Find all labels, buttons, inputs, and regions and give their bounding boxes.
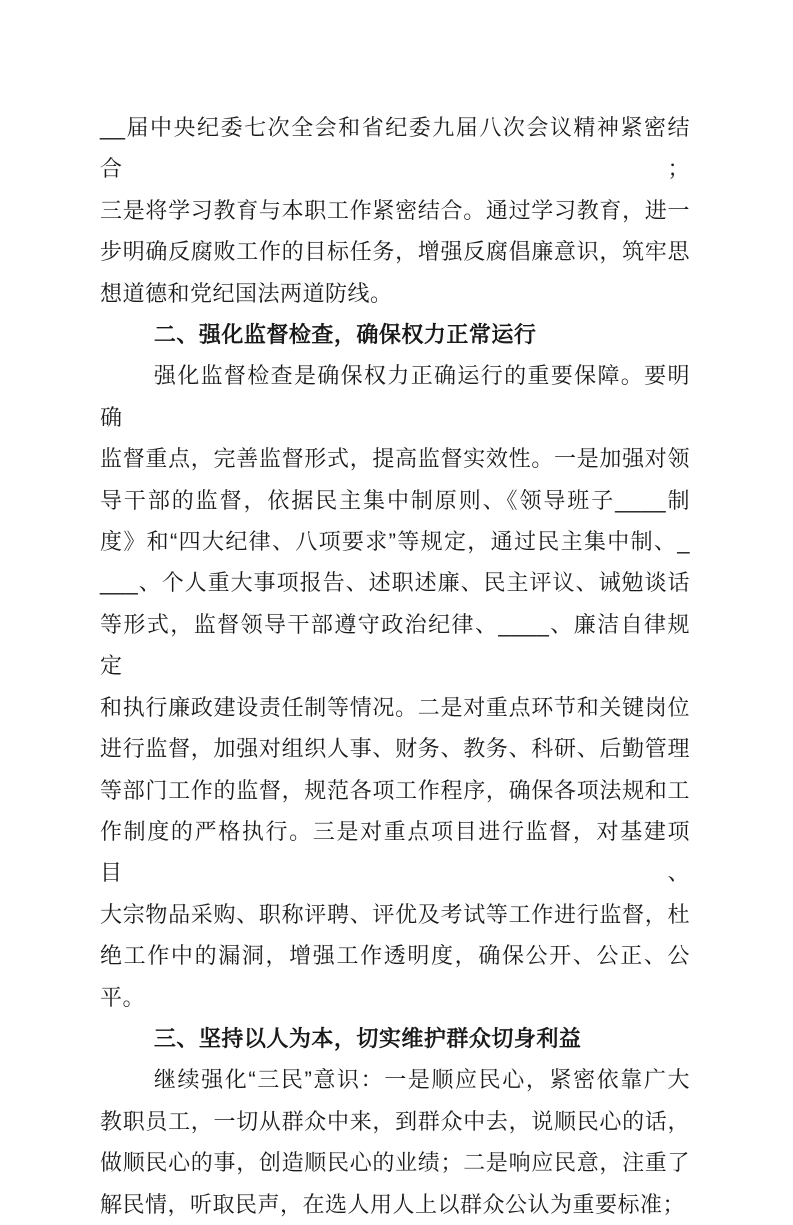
document-line: 等形式，监督领导干部遵守政治纪律、____、廉洁自律规定	[100, 611, 690, 679]
document-line: 等部门工作的监督，规范各项工作程序，确保各项法规和工	[100, 777, 690, 803]
document-line: 作制度的严格执行。三是对重点项目进行监督，对基建项目、	[100, 818, 690, 886]
document-line: 进行监督，加强对组织人事、财务、教务、科研、后勤管理	[100, 736, 690, 762]
document-line: 绝工作中的漏洞，增强工作透明度，确保公开、公正、公平。	[100, 943, 690, 1010]
document-line: 教职员工，一切从群众中来，到群众中去，说顺民心的话，	[100, 1108, 690, 1134]
document-line: 大宗物品采购、职称评聘、评优及考试等工作进行监督，杜	[100, 901, 690, 927]
document-line: 做顺民心的事，创造顺民心的业绩；二是响应民意，注重了	[100, 1150, 690, 1176]
document-body	[100, 107, 690, 1225]
document-line: 步明确反腐败工作的目标任务，增强反腐倡廉意识，筑牢思	[100, 239, 690, 265]
document-line: ___、个人重大事项报告、述职述廉、民主评议、诫勉谈话	[100, 570, 690, 596]
document-line: 二、强化监督检查，确保权力正常运行	[153, 322, 537, 348]
document-line: 监督重点，完善监督形式，提高监督实效性。一是加强对领	[100, 446, 690, 472]
document-line: 导干部的监督，依据民主集中制原则、《领导班子____制	[100, 487, 690, 513]
paragraph-continuation	[100, 107, 690, 314]
document-line: 继续强化“三民”意识：一是顺应民心，紧密依靠广大	[153, 1067, 690, 1093]
paragraph-section-3	[100, 1059, 690, 1225]
paragraph-section-2	[100, 355, 690, 1018]
section-heading-3	[100, 1018, 690, 1059]
section-heading-2	[100, 314, 690, 355]
document-line: 解民情，听取民声，在选人用人上以群众公认为重要标准；	[100, 1191, 686, 1217]
document-line: 想道德和党纪国法两道防线。	[100, 280, 393, 306]
document-line: 和执行廉政建设责任制等情况。二是对重点环节和关键岗位	[100, 694, 690, 720]
document-line: __届中央纪委七次全会和省纪委九届八次会议精神紧密结合；	[100, 115, 690, 182]
document-line: 度》和“四大纪律、八项要求”等规定，通过民主集中制、_	[100, 529, 690, 555]
document-line: 三是将学习教育与本职工作紧密结合。通过学习教育，进一	[100, 197, 690, 223]
document-line: 三、坚持以人为本，切实维护群众切身利益	[153, 1025, 582, 1051]
document-line: 强化监督检查是确保权力正确运行的重要保障。要明确	[100, 363, 690, 430]
